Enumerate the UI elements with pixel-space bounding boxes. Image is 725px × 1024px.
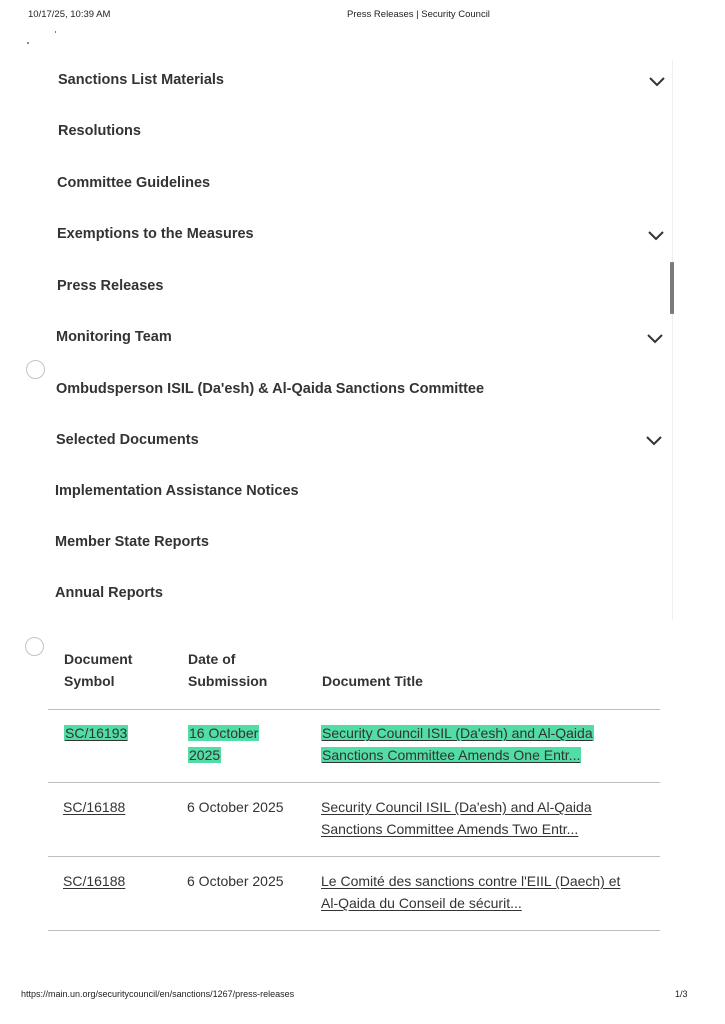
- scan-speck: [27, 42, 29, 44]
- radio-circle[interactable]: [26, 360, 45, 379]
- menu-item-label: Ombudsperson ISIL (Da'esh) & Al-Qaida Sanctions Committee: [56, 381, 485, 397]
- header-text: Submission: [188, 673, 268, 689]
- row-symbol-cell: [64, 722, 128, 744]
- menu-item-sanctions-list-materials[interactable]: [58, 67, 224, 93]
- menu-item-label: Committee Guidelines: [57, 175, 211, 191]
- document-symbol-link[interactable]: SC/16188: [63, 873, 126, 889]
- column-header-date: [188, 648, 267, 692]
- print-timestamp: 10/17/25, 10:39 AM: [28, 9, 111, 20]
- menu-item-implementation-notices[interactable]: [55, 478, 299, 504]
- header-text: Document: [64, 651, 133, 667]
- chevron-down-icon[interactable]: [647, 230, 665, 242]
- print-page-number: 1/3: [675, 989, 688, 999]
- print-header: [0, 9, 725, 23]
- document-title-link[interactable]: Al-Qaida du Conseil de sécurit...: [321, 895, 522, 911]
- row-title-cell: [321, 870, 620, 914]
- chevron-down-icon[interactable]: [648, 76, 666, 88]
- document-symbol-link[interactable]: SC/16188: [63, 799, 126, 815]
- menu-item-label: Sanctions List Materials: [58, 72, 224, 88]
- print-page-title: Press Releases | Security Council: [347, 9, 490, 20]
- menu-item-label: Member State Reports: [55, 534, 209, 550]
- menu-item-label: Selected Documents: [56, 432, 199, 448]
- document-title-link[interactable]: Security Council ISIL (Da'esh) and Al-Qaida: [322, 725, 593, 741]
- menu-item-label: Press Releases: [57, 278, 164, 294]
- document-title-link[interactable]: Le Comité des sanctions contre l'EIIL (Daech) et: [321, 873, 621, 889]
- menu-item-member-state-reports[interactable]: [55, 529, 209, 555]
- table-divider: [48, 709, 660, 710]
- row-symbol-cell: [63, 796, 125, 818]
- table-divider: [48, 930, 660, 931]
- menu-item-ombudsperson[interactable]: [56, 376, 484, 402]
- table-divider: [48, 782, 660, 783]
- menu-item-monitoring-team[interactable]: [56, 324, 172, 350]
- row-date-cell: [187, 796, 284, 818]
- column-header-title: Document Title: [322, 673, 423, 689]
- header-text: Symbol: [64, 673, 115, 689]
- row-symbol-cell: [63, 870, 125, 892]
- document-title-link[interactable]: Security Council ISIL (Da'esh) and Al-Qaida: [321, 799, 592, 815]
- menu-item-label: Monitoring Team: [56, 329, 172, 345]
- scrollbar-thumb[interactable]: [670, 262, 674, 314]
- menu-item-exemptions[interactable]: [57, 221, 254, 247]
- document-symbol-link[interactable]: SC/16193: [65, 725, 128, 741]
- header-text: Date of: [188, 651, 236, 667]
- menu-item-label: Resolutions: [58, 123, 141, 139]
- print-url: https://main.un.org/securitycouncil/en/sanctions/1267/press-releases: [21, 989, 295, 999]
- chevron-down-icon[interactable]: [646, 333, 664, 345]
- chevron-down-icon[interactable]: [645, 435, 663, 447]
- date-text: 2025: [189, 747, 221, 763]
- row-title-cell: [321, 722, 594, 766]
- menu-item-committee-guidelines[interactable]: [57, 170, 210, 196]
- menu-item-resolutions[interactable]: [58, 118, 141, 144]
- menu-item-press-releases[interactable]: [57, 273, 163, 299]
- column-header-symbol: [64, 648, 132, 692]
- row-date-cell: [188, 722, 259, 766]
- menu-item-annual-reports[interactable]: [55, 580, 163, 606]
- row-title-cell: [321, 796, 592, 840]
- document-title-link[interactable]: Sanctions Committee Amends One Entr...: [322, 747, 581, 763]
- print-footer: [0, 989, 725, 1003]
- scan-speck: [55, 31, 56, 33]
- menu-item-label: Implementation Assistance Notices: [55, 483, 299, 499]
- radio-circle[interactable]: [25, 637, 44, 656]
- sidebar-edge: [672, 60, 673, 620]
- row-date-cell: [187, 870, 284, 892]
- table-divider: [48, 856, 660, 857]
- date-text: 6 October 2025: [187, 799, 284, 815]
- date-text: 6 October 2025: [187, 873, 284, 889]
- menu-item-label: Exemptions to the Measures: [57, 226, 254, 242]
- document-title-link[interactable]: Sanctions Committee Amends Two Entr...: [321, 821, 579, 837]
- date-text: 16 October: [189, 725, 259, 741]
- menu-item-selected-documents[interactable]: [56, 427, 199, 453]
- menu-item-label: Annual Reports: [55, 585, 163, 601]
